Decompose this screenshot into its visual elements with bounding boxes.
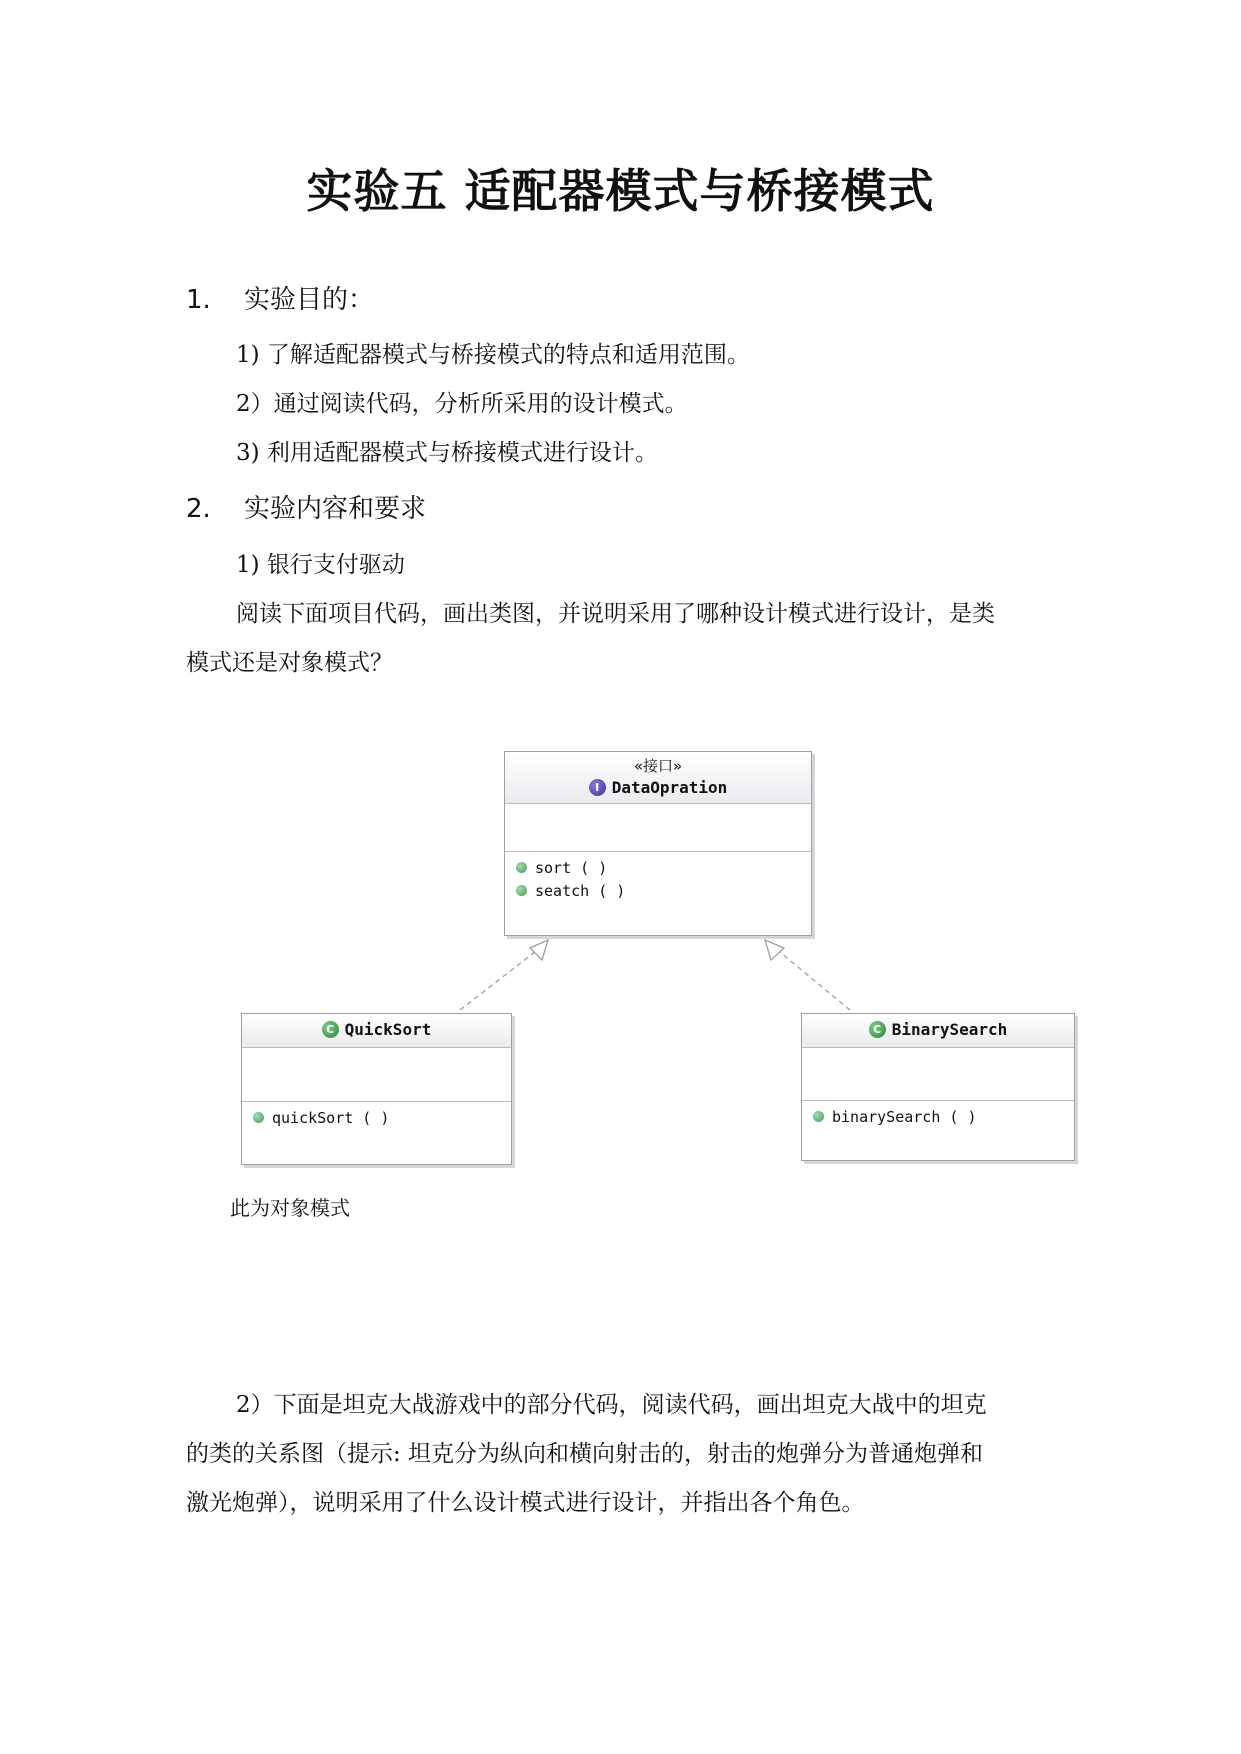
operations-compartment xyxy=(242,1102,511,1129)
method-name: binarySearch ( ) xyxy=(832,1107,977,1126)
interface-name: DataOpration xyxy=(611,778,728,797)
method-row xyxy=(505,879,811,902)
attributes-compartment xyxy=(802,1048,1074,1101)
document-title: 实验五 适配器模式与桥接模式 xyxy=(306,164,935,218)
task-item: 1) 银行支付驱动 xyxy=(236,552,405,578)
section-number: 2. xyxy=(186,494,211,524)
uml-class-header xyxy=(802,1014,1074,1048)
public-method-icon xyxy=(253,1112,264,1123)
paragraph-line: 阅读下面项目代码，画出类图，并说明采用了哪种设计模式进行设计，是类 xyxy=(236,601,995,627)
method-row xyxy=(505,856,811,879)
stereotype-label: «接口» xyxy=(633,757,683,775)
objective-item: 2）通过阅读代码，分析所采用的设计模式。 xyxy=(236,391,688,417)
uml-interface-header xyxy=(505,752,811,804)
uml-class-box-quicksort xyxy=(241,1013,512,1165)
public-method-icon xyxy=(516,885,527,896)
class-icon: C xyxy=(322,1021,339,1038)
method-name: quickSort ( ) xyxy=(272,1108,390,1127)
public-method-icon xyxy=(813,1111,824,1122)
attributes-compartment xyxy=(505,804,811,852)
method-row xyxy=(802,1105,1074,1128)
interface-icon: I xyxy=(589,779,606,796)
uml-class-header xyxy=(242,1014,511,1048)
uml-class-box-binarysearch xyxy=(801,1013,1075,1161)
section-title: 实验内容和要求 xyxy=(244,494,427,524)
diagram-caption: 此为对象模式 xyxy=(230,1196,350,1220)
realization-arrowhead xyxy=(765,940,784,960)
class-name-text: QuickSort xyxy=(344,1020,432,1039)
objective-item: 1) 了解适配器模式与桥接模式的特点和适用范围。 xyxy=(236,342,750,368)
class-name xyxy=(589,778,728,797)
paragraph-line: 激光炮弹），说明采用了什么设计模式进行设计，并指出各个角色。 xyxy=(186,1490,865,1516)
paragraph-line: 的类的关系图（提示: 坦克分为纵向和横向射击的，射击的炮弹分为普通炮弹和 xyxy=(186,1441,984,1467)
attributes-compartment xyxy=(242,1048,511,1102)
method-name: seatch ( ) xyxy=(535,881,626,900)
realization-line-quicksort xyxy=(460,948,540,1010)
objective-item: 3) 利用适配器模式与桥接模式进行设计。 xyxy=(236,440,658,466)
operations-compartment xyxy=(802,1101,1074,1128)
method-name: sort ( ) xyxy=(535,858,608,877)
realization-arrowhead xyxy=(530,940,548,960)
operations-compartment xyxy=(505,852,811,902)
paragraph-line: 模式还是对象模式？ xyxy=(186,650,393,676)
uml-interface-box xyxy=(504,751,812,936)
class-name xyxy=(869,1020,1008,1039)
realization-line-binarysearch xyxy=(775,948,850,1010)
class-icon: C xyxy=(869,1021,886,1038)
public-method-icon xyxy=(516,862,527,873)
class-name xyxy=(322,1020,432,1039)
method-row xyxy=(242,1106,511,1129)
class-name-text: BinarySearch xyxy=(891,1020,1008,1039)
section-number: 1. xyxy=(186,285,211,315)
paragraph-line: 2）下面是坦克大战游戏中的部分代码，阅读代码，画出坦克大战中的坦克 xyxy=(236,1392,987,1418)
section-title: 实验目的： xyxy=(244,285,375,315)
